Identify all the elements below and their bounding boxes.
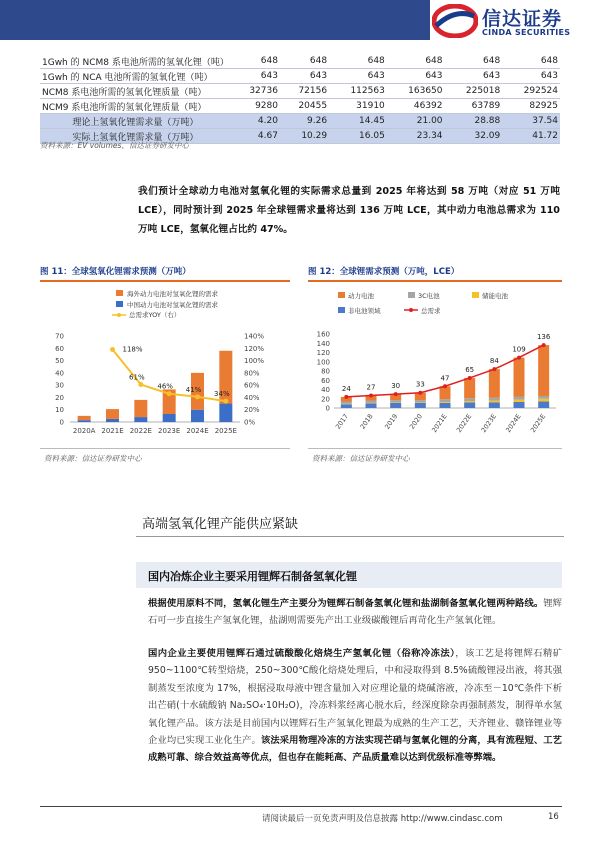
footer-disclaimer [262, 812, 503, 824]
bar-segment [440, 399, 451, 402]
bar-segment [341, 404, 352, 408]
bar-segment [489, 402, 500, 408]
legend-swatch [116, 301, 123, 307]
total-point [492, 367, 496, 371]
footer-rule [40, 806, 562, 807]
total-data-label: 109 [512, 345, 526, 354]
y2-tick-label: 40% [244, 393, 260, 402]
fig12-source: 资料来源：信达证券研发中心 [312, 454, 410, 463]
y2-tick-label: 80% [244, 369, 260, 378]
table-cell: 4.20 [231, 114, 280, 129]
table-row-label: 理论上氢氧化锂需求量（万吨） [40, 114, 231, 129]
table-cell: 4.67 [231, 129, 280, 144]
bar-segment [78, 420, 91, 422]
hydroxide-demand-table [40, 54, 560, 144]
table-cell: 643 [280, 69, 329, 84]
process-paragraph-text: ，该工艺是将锂辉石精矿 950~1100℃转型焙烧，250~300℃酸化焙烧处理后，中和浸取得到 8.5%硫酸锂浸出液，将其强制蒸发至浓度为 17%，根据浸取母液中锂含量加入对应理论量的烧碱溶液，冷冻至－10℃条件下析出芒硝(十水硫酸钠 Na₂SO₄·10H₂O)，冷冻料浆经离心脱水后，经深度除杂再强制蒸发，制得单水氢氧化锂产品。该方法是目前国内以锂辉石生产氢氧化锂最为成熟的生产工艺，天齐锂业、赣锋锂业等企业均已实现工业化生产。 [148, 648, 562, 747]
header-band [0, 0, 430, 40]
y2-tick-label: 140% [244, 332, 265, 341]
y2-tick-label: 20% [244, 406, 260, 415]
bar-segment [106, 419, 119, 422]
bar-segment [390, 400, 401, 402]
total-data-label: 27 [366, 383, 376, 392]
x-tick-label: 2025E [214, 427, 237, 435]
table-cell: 20455 [280, 99, 329, 114]
process-paragraph [148, 645, 562, 767]
fig11-bottom-rule [40, 448, 290, 449]
y-tick-label: 10 [55, 406, 64, 415]
total-data-label: 33 [415, 380, 425, 389]
y-tick-label: 100 [316, 358, 330, 367]
y2-tick-label: 60% [244, 381, 260, 390]
table-cell: 648 [387, 54, 445, 69]
page-number: 16 [548, 812, 559, 822]
table-cell: 292524 [502, 84, 560, 99]
bar-segment [134, 400, 147, 417]
bar-segment [514, 402, 525, 408]
table-source: 资料来源：EV volumes，信达证券研发中心 [40, 141, 189, 150]
table-cell: 72156 [280, 84, 329, 99]
table-cell: 63789 [445, 99, 503, 114]
bar-segment [440, 402, 451, 403]
table-cell: 16.05 [329, 129, 387, 144]
cinda-logo [432, 4, 592, 40]
table-cell: 643 [445, 69, 503, 84]
y-tick-label: 60 [321, 376, 330, 385]
y-tick-label: 160 [316, 330, 330, 339]
y-tick-label: 60 [55, 344, 64, 353]
table-row-label: 1Gwh 的 NCM8 系电池所需的氢氧化锂（吨） [40, 54, 231, 69]
table-cell: 82925 [502, 99, 560, 114]
total-point [468, 376, 472, 380]
x-tick-label: 2021E [430, 412, 449, 435]
x-tick-label: 2021E [101, 427, 124, 435]
y-tick-label: 0 [325, 404, 330, 413]
section-rule [136, 536, 564, 537]
table-cell: 9280 [231, 99, 280, 114]
table-row [40, 99, 560, 114]
bar-segment [489, 398, 500, 401]
bar-segment [191, 410, 204, 422]
table-cell: 37.54 [502, 114, 560, 129]
table-cell: 32.09 [445, 129, 503, 144]
footer-text: 请阅读最后一页免责声明及信息披露 [262, 814, 399, 824]
bar-segment [489, 369, 500, 398]
yoy-data-label: 61% [129, 373, 145, 382]
x-tick-label: 2024E [504, 412, 523, 435]
y-tick-label: 20 [55, 393, 64, 402]
y-tick-label: 80 [321, 367, 330, 376]
bar-segment [538, 402, 549, 408]
y-tick-label: 70 [55, 332, 64, 341]
table-row-label: 1Gwh 的 NCA 电池所需的氢氧化锂（吨） [40, 69, 231, 84]
route-paragraph-text: 锂辉石可一步直接生产氢氧化锂，盐湖则需要先产出工业级碳酸锂后再苛化生产氢氧化锂。 [148, 598, 562, 626]
x-tick-label: 2018 [358, 412, 375, 431]
process-paragraph-bold1: 国内企业主要使用锂辉石通过硫酸酸化焙烧生产氢氧化锂（俗称冷冻法） [148, 648, 456, 659]
y-tick-label: 120 [316, 349, 330, 357]
fig12-rule [308, 280, 562, 282]
table-cell: 31910 [329, 99, 387, 114]
table-cell: 643 [329, 69, 387, 84]
bar-segment [219, 404, 232, 422]
table-row [40, 114, 560, 129]
fig11-rule [40, 280, 290, 282]
bar-segment [464, 401, 475, 402]
y2-tick-label: 0% [244, 418, 256, 427]
table-cell: 32736 [231, 84, 280, 99]
bar-segment [366, 403, 377, 408]
table-cell: 648 [502, 54, 560, 69]
table-cell: 643 [231, 69, 280, 84]
bar-segment [134, 417, 147, 422]
yoy-data-label: 46% [157, 382, 173, 391]
legend-label: 中国动力电池对氢氧化锂的需求 [127, 301, 218, 309]
table-cell: 648 [231, 54, 280, 69]
legend-swatch [408, 292, 415, 298]
legend-swatch [116, 290, 123, 296]
y-tick-label: 0 [59, 418, 64, 427]
yoy-point [223, 399, 228, 404]
table-cell: 10.29 [280, 129, 329, 144]
x-tick-label: 2019 [383, 412, 400, 431]
bar-segment [366, 401, 377, 403]
table-row [40, 84, 560, 99]
total-data-label: 47 [440, 374, 450, 383]
bar-segment [415, 400, 426, 402]
table-cell: 643 [387, 69, 445, 84]
bar-segment [106, 409, 119, 419]
table-row-label: NCM9 系电池所需的氢氧化锂质量（吨） [40, 99, 231, 114]
legend-swatch [472, 292, 479, 298]
legend-line-marker [409, 308, 413, 312]
legend-label: 非电池领域 [348, 307, 381, 315]
total-data-label: 30 [391, 382, 401, 391]
total-data-label: 84 [489, 357, 499, 366]
bar-segment [415, 403, 426, 408]
table-row-label: NCM8 系电池所需的氢氧化锂质量（吨） [40, 84, 231, 99]
legend-label: 海外动力电池对氢氧化锂的需求 [127, 290, 218, 298]
section-title: 高端氢氧化锂产能供应紧缺 [142, 517, 299, 532]
y-tick-label: 40 [321, 386, 330, 394]
process-paragraph-bold2: 该法采用物理冷冻的方法实现芒硝与氢氧化锂的分离，具有流程短、工艺成熟可靠、综合效益高等优点，但也存在能耗高、产品质量难以达到优级标准等弊端。 [148, 735, 562, 764]
table-cell: 112563 [329, 84, 387, 99]
y-tick-label: 40 [55, 369, 64, 378]
x-tick-label: 2020 [407, 412, 424, 431]
legend-label: 动力电池 [348, 292, 374, 300]
route-paragraph [148, 595, 562, 629]
fig11-title: 图 11：全球氢氧化锂需求预测（万吨） [40, 267, 191, 277]
x-tick-label: 2022E [454, 412, 474, 435]
x-tick-label: 2024E [186, 427, 209, 435]
x-tick-label: 2025E [528, 412, 548, 435]
logo-en-text: CINDA SECURITIES [482, 28, 571, 37]
bar-segment [489, 401, 500, 403]
footer-link[interactable]: http://www.cindasc.com [400, 814, 503, 824]
yoy-point [110, 347, 115, 352]
table-cell: 46392 [387, 99, 445, 114]
table-cell: 648 [445, 54, 503, 69]
x-tick-label: 2022E [129, 427, 152, 435]
table-cell: 643 [502, 69, 560, 84]
bar-segment [464, 378, 475, 398]
bar-segment [538, 399, 549, 402]
table-cell: 163650 [387, 84, 445, 99]
total-point [542, 343, 546, 347]
yoy-point [195, 394, 200, 399]
total-point [443, 384, 447, 388]
x-tick-label: 2017 [333, 412, 350, 431]
y-tick-label: 30 [55, 381, 64, 390]
y2-tick-label: 100% [244, 357, 265, 366]
route-paragraph-bold: 根据使用原料不同，氢氧化锂生产主要分为锂辉石制备氢氧化锂和盐湖制备氢氧化锂两种路线。 [148, 598, 544, 609]
bar-segment [390, 403, 401, 408]
fig12-chart [308, 284, 562, 450]
yoy-point [167, 391, 172, 396]
total-point [344, 395, 348, 399]
table-cell: 9.26 [280, 114, 329, 129]
total-point [369, 394, 373, 398]
bar-segment [464, 402, 475, 408]
yoy-point [138, 382, 143, 387]
legend-label: 总需求 [421, 307, 441, 315]
table-cell: 23.34 [387, 129, 445, 144]
x-tick-label: 2023E [479, 412, 498, 435]
bar-segment [514, 400, 525, 402]
logo-cn-text: 信达证券 [482, 8, 563, 30]
y-tick-label: 50 [55, 357, 64, 366]
legend-swatch [338, 307, 345, 313]
table-cell: 41.72 [502, 129, 560, 144]
bar-segment [341, 402, 352, 404]
fig11-source: 资料来源：信达证券研发中心 [44, 454, 142, 463]
table-row-label: 实际上氢氧化锂需求量（万吨） [40, 129, 231, 144]
total-point [418, 391, 422, 395]
total-data-label: 136 [536, 333, 551, 342]
x-tick-label: 2023E [158, 427, 181, 435]
table-cell: 648 [280, 54, 329, 69]
legend-label: 储能电池 [482, 292, 508, 300]
total-data-label: 24 [341, 384, 351, 393]
bar-segment [538, 396, 549, 399]
bar-segment [440, 403, 451, 408]
table-cell: 225018 [445, 84, 503, 99]
table-cell: 21.00 [387, 114, 445, 129]
yoy-data-label: 34% [214, 390, 230, 399]
bar-segment [514, 397, 525, 400]
total-data-label: 65 [465, 365, 475, 374]
bar-segment [464, 398, 475, 401]
legend-swatch [338, 292, 345, 298]
legend-label: 总需求YOY（右） [129, 311, 181, 319]
fig11-chart [40, 284, 290, 450]
cinda-logo-mark-icon [432, 4, 478, 38]
fig12-bottom-rule [308, 448, 562, 449]
subsection-title: 国内冶炼企业主要采用锂辉石制备氢氧化锂 [148, 570, 357, 583]
legend-line-marker [117, 313, 121, 317]
yoy-data-label: 41% [185, 385, 202, 394]
bar-segment [163, 414, 176, 422]
table-cell: 14.45 [329, 114, 387, 129]
total-point [517, 356, 521, 360]
table-cell: 648 [329, 54, 387, 69]
table-row [40, 69, 560, 84]
y-tick-label: 20 [321, 395, 330, 404]
y-tick-label: 140 [316, 339, 330, 348]
bar-segment [538, 345, 549, 396]
bar-segment [514, 358, 525, 397]
fig12-title: 图 12：全球锂需求预测（万吨，LCE） [308, 267, 460, 277]
x-tick-label: 2020A [72, 427, 96, 435]
legend-label: 3C电池 [418, 292, 440, 300]
table-row [40, 54, 560, 69]
bar-segment [78, 416, 91, 420]
total-point [394, 392, 398, 396]
y2-tick-label: 120% [244, 344, 265, 353]
summary-paragraph: 我们预计全球动力电池对氢氧化锂的实际需求总量到 2025 年将达到 58 万吨（对应 51 万吨 LCE），同时预计到 2025 年全球锂需求量将达到 136 万吨 LCE，其中动力电池总需求为 110 万吨 LCE，氢氧化锂占比约 47%。 [138, 186, 560, 235]
table-cell: 28.88 [445, 114, 503, 129]
yoy-data-label: 118% [122, 345, 143, 354]
